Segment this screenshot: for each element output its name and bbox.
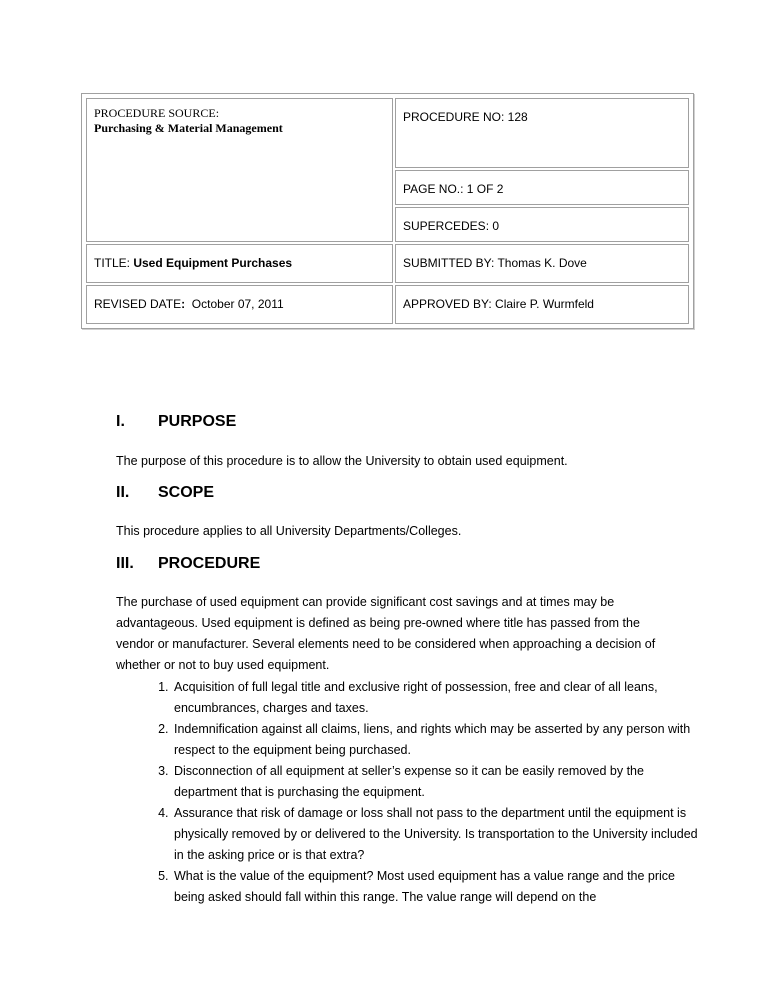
procedure-source-value: Purchasing & Material Management — [94, 121, 283, 135]
section-number: I. — [116, 413, 125, 430]
approved-by: APPROVED BY: Claire P. Wurmfeld — [403, 297, 594, 311]
section-number: III. — [116, 555, 134, 572]
section-title: SCOPE — [158, 484, 215, 501]
section-text-procedure: The purchase of used equipment can provide significant cost savings and at times may be advantageous. Used equipment is defined as being pre-owned where title has passed from the vendor or manufacturer. Several elements need to be considered when approaching a decision of whether or not to buy used equipment. — [116, 595, 656, 672]
revised-date-value: October 07, 2011 — [185, 297, 284, 311]
procedure-header-table — [81, 93, 694, 329]
section-heading-scope — [116, 484, 214, 502]
title-cell — [86, 244, 393, 283]
submitted-by-cell — [395, 244, 689, 283]
revised-date-cell — [86, 285, 393, 324]
procedure-source-label: PROCEDURE SOURCE: — [94, 106, 220, 120]
revised-date-label: REVISED DATE — [94, 297, 182, 311]
section-text-scope: This procedure applies to all University Departments/Colleges. — [116, 524, 462, 538]
procedure-source-cell — [86, 98, 393, 242]
procedure-no: PROCEDURE NO: 128 — [403, 110, 528, 124]
list-item: 3. Disconnection of all equipment at seller’s expense so it can be easily removed by the department that is purchasing the equipment. — [172, 761, 702, 803]
section-number: II. — [116, 484, 130, 501]
list-item: 1. Acquisition of full legal title and exclusive right of possession, free and clear of all leans, encumbrances, charges and taxes. — [172, 677, 702, 719]
revised-date-colon: : — [181, 297, 186, 311]
section-heading-purpose — [116, 413, 236, 431]
section-title: PROCEDURE — [158, 555, 261, 572]
title-label: TITLE: — [94, 256, 134, 270]
section-heading-procedure — [116, 555, 260, 573]
procedure-no-cell — [395, 98, 689, 168]
supercedes-cell — [395, 207, 689, 242]
page-no-cell — [395, 170, 689, 205]
section-title: PURPOSE — [158, 413, 237, 430]
page-no: PAGE NO.: 1 OF 2 — [403, 182, 504, 196]
considerations-list — [146, 677, 702, 908]
section-text-purpose: The purpose of this procedure is to allow the University to obtain used equipment. — [116, 454, 568, 468]
list-item: 4. Assurance that risk of damage or loss shall not pass to the department until the equipment is physically removed by or delivered to the University. Is transportation to the University included in the asking price or is that extra? — [172, 803, 702, 866]
title-value: Used Equipment Purchases — [133, 256, 293, 270]
list-item: 2. Indemnification against all claims, liens, and rights which may be asserted by any person with respect to the equipment being purchased. — [172, 719, 702, 761]
list-item: 5. What is the value of the equipment? Most used equipment has a value range and the price being asked should fall within this range. The value range will depend on the — [172, 866, 702, 908]
approved-by-cell — [395, 285, 689, 324]
supercedes: SUPERCEDES: 0 — [403, 219, 500, 233]
submitted-by: SUBMITTED BY: Thomas K. Dove — [403, 256, 587, 270]
